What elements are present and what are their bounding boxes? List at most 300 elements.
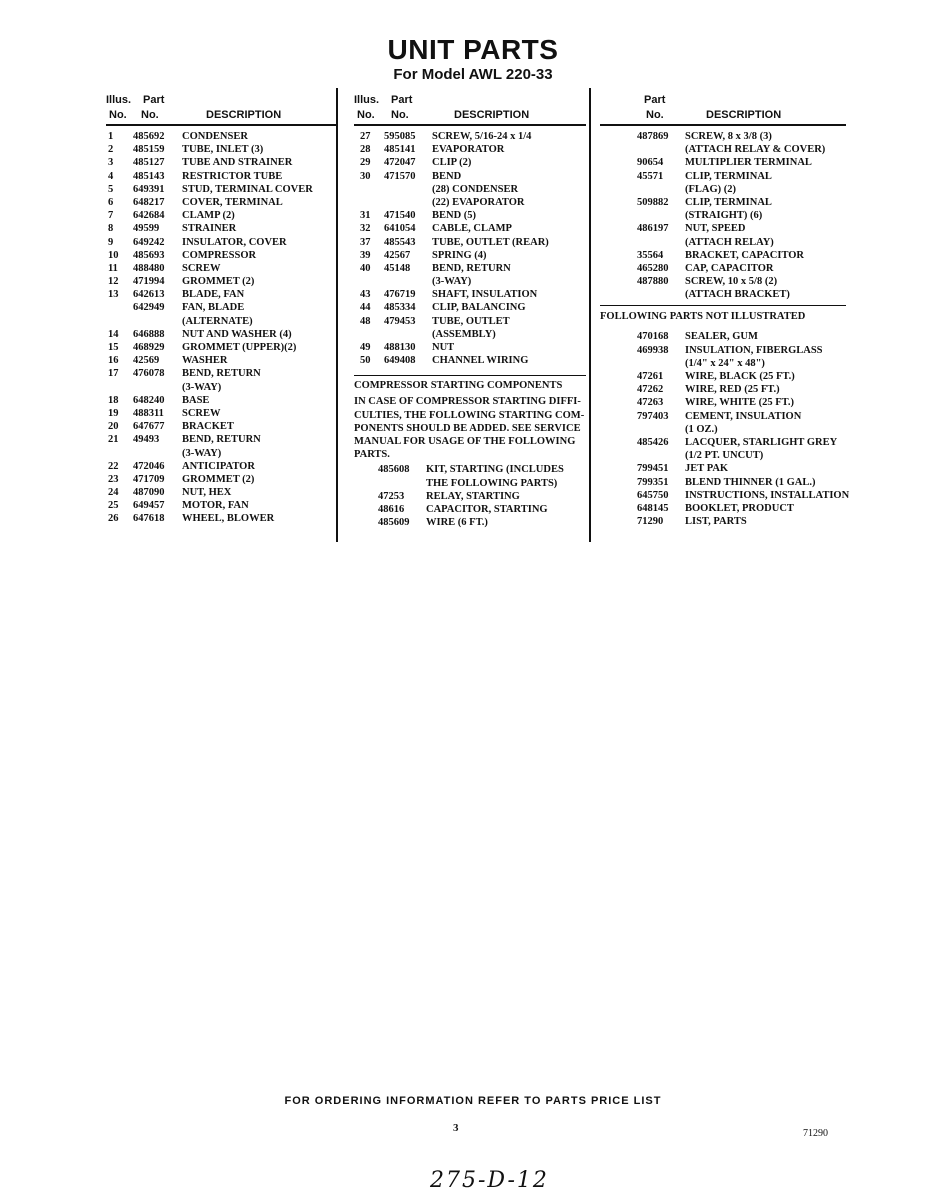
- part-row: [600, 370, 846, 383]
- part-row: [106, 420, 336, 433]
- part-no-header: No.: [646, 109, 664, 121]
- part-row: [600, 288, 846, 301]
- part-description: (ALTERNATE): [182, 315, 253, 327]
- part-number: 642613: [133, 289, 165, 301]
- handwritten-note: 275-D-12: [430, 1168, 549, 1193]
- part-number: 47262: [637, 384, 664, 396]
- part-number: 485159: [133, 144, 165, 156]
- part-description: CLIP, BALANCING: [432, 302, 526, 314]
- part-description: WIRE (6 FT.): [426, 517, 488, 529]
- part-number: 485127: [133, 157, 165, 169]
- part-description: LACQUER, STARLIGHT GREY: [685, 436, 838, 448]
- part-description: BOOKLET, PRODUCT: [685, 502, 794, 514]
- illus-number: 18: [108, 394, 119, 406]
- illus-number: 26: [108, 513, 119, 525]
- part-description: MOTOR, FAN: [182, 500, 249, 512]
- column-header: [600, 92, 846, 124]
- part-row: [354, 301, 586, 314]
- part-row: [106, 486, 336, 499]
- part-number: 485543: [384, 236, 416, 248]
- part-number: 472046: [133, 460, 165, 472]
- illus-number: 11: [108, 262, 118, 274]
- part-row: [354, 170, 586, 183]
- part-description: (ASSEMBLY): [432, 328, 496, 340]
- note-line: CULTIES, THE FOLLOWING STARTING COM-: [354, 409, 585, 421]
- illus-number: 32: [360, 223, 371, 235]
- illus-number: 3: [108, 157, 114, 169]
- part-description: (STRAIGHT) (6): [685, 210, 763, 222]
- part-number: 799351: [637, 476, 669, 488]
- part-number: 472047: [384, 157, 416, 169]
- illus-number: 14: [108, 328, 119, 340]
- part-description: BLADE, FAN: [182, 289, 245, 301]
- part-description: ANTICIPATOR: [182, 460, 255, 472]
- part-row: [600, 156, 846, 169]
- part-row: [600, 183, 846, 196]
- part-row: [600, 130, 846, 143]
- part-description: (3-WAY): [182, 381, 222, 393]
- part-row: [106, 130, 336, 143]
- part-row: [354, 354, 586, 367]
- part-row: [106, 249, 336, 262]
- part-row: [354, 490, 586, 503]
- part-description: CEMENT, INSULATION: [685, 410, 802, 422]
- part-row: [600, 262, 846, 275]
- illus-header: Illus.: [354, 94, 380, 106]
- illus-number: 15: [108, 342, 119, 353]
- part-row: [600, 344, 846, 357]
- part-description: BRACKET, CAPACITOR: [685, 249, 805, 261]
- part-row: [600, 249, 846, 262]
- part-description: BEND, RETURN: [182, 434, 261, 446]
- part-header: Part: [143, 94, 165, 106]
- part-description: (3-WAY): [432, 276, 472, 288]
- part-row: [600, 209, 846, 222]
- part-description: GROMMET (UPPER)(2): [182, 342, 297, 353]
- part-number: 45571: [637, 170, 664, 182]
- part-row: [354, 196, 586, 209]
- part-description: CLIP (2): [432, 157, 472, 169]
- part-description: TUBE, INLET (3): [182, 144, 264, 156]
- part-row: [600, 423, 846, 436]
- part-number: 485692: [133, 131, 165, 142]
- part-description: (FLAG) (2): [685, 183, 737, 195]
- part-number: 465280: [637, 262, 669, 274]
- ordering-footer: FOR ORDERING INFORMATION REFER TO PARTS PRICE LIST: [284, 1095, 662, 1107]
- part-description: LIST, PARTS: [685, 516, 747, 528]
- part-row: [354, 275, 586, 288]
- illus-number: 50: [360, 355, 371, 367]
- part-row: [106, 381, 336, 394]
- illus-number: 31: [360, 210, 371, 222]
- illus-number: 20: [108, 421, 119, 433]
- part-row: [106, 433, 336, 446]
- part-description: GROMMET (2): [182, 473, 255, 485]
- illus-number: 5: [108, 183, 114, 195]
- part-description: SCREW: [182, 407, 221, 419]
- part-row: [354, 288, 586, 301]
- part-row: [106, 315, 336, 328]
- part-number: 485609: [378, 517, 410, 529]
- illus-number: 44: [360, 302, 371, 314]
- illus-number: 21: [108, 434, 119, 446]
- part-number: 642949: [133, 302, 165, 314]
- part-row: [106, 473, 336, 486]
- illus-number: 9: [108, 236, 114, 248]
- column-divider: [589, 88, 591, 542]
- not-illustrated-title: FOLLOWING PARTS NOT ILLUSTRATED: [600, 305, 846, 322]
- part-description: CAP, CAPACITOR: [685, 262, 774, 274]
- part-row: [600, 275, 846, 288]
- part-row: [354, 249, 586, 262]
- part-description: (3-WAY): [182, 447, 222, 459]
- illus-number: 12: [108, 276, 119, 288]
- illus-number: 40: [360, 262, 371, 274]
- illus-number: 22: [108, 460, 119, 472]
- part-row: [106, 209, 336, 222]
- part-description: WIRE, RED (25 FT.): [685, 384, 780, 396]
- part-description: SCREW, 5/16-24 x 1/4: [432, 131, 532, 142]
- part-description: RESTRICTOR TUBE: [182, 170, 283, 182]
- part-row: [106, 328, 336, 341]
- part-description: MULTIPLIER TERMINAL: [685, 157, 812, 169]
- parts-list: [354, 130, 586, 367]
- part-number: 649242: [133, 236, 165, 248]
- part-description: CAPACITOR, STARTING: [426, 503, 548, 515]
- part-description: INSULATION, FIBERGLASS: [685, 344, 823, 356]
- illus-number: 8: [108, 223, 114, 235]
- part-description: WIRE, BLACK (25 FT.): [685, 371, 795, 382]
- part-row: [106, 183, 336, 196]
- part-description: JET PAK: [685, 463, 729, 475]
- part-row: [600, 222, 846, 235]
- page-subtitle: For Model AWL 220-33: [393, 66, 553, 83]
- illus-number: 49: [360, 342, 371, 353]
- illus-number: 4: [108, 170, 114, 182]
- part-number: 471540: [384, 210, 416, 222]
- illus-number: 39: [360, 249, 371, 261]
- part-number: 47263: [637, 397, 664, 409]
- part-number: 45148: [384, 262, 411, 274]
- part-description: BEND, RETURN: [432, 262, 511, 274]
- header-rule: [600, 124, 846, 126]
- illus-number: 28: [360, 144, 371, 156]
- part-row: [600, 170, 846, 183]
- compressor-parts-list: [354, 463, 586, 529]
- part-description: (ATTACH BRACKET): [685, 289, 790, 301]
- part-no-header: No.: [141, 109, 159, 121]
- part-description: SEALER, GUM: [685, 331, 758, 343]
- part-description: (1/2 PT. UNCUT): [685, 450, 764, 462]
- part-description: BRACKET: [182, 421, 234, 433]
- part-description: NUT, SPEED: [685, 223, 746, 235]
- illus-number: 2: [108, 144, 114, 156]
- part-number: 471709: [133, 473, 165, 485]
- page-number: 3: [453, 1122, 459, 1134]
- part-number: 486197: [637, 223, 669, 235]
- part-row: [354, 463, 586, 476]
- part-row: [600, 515, 846, 528]
- part-row: [600, 196, 846, 209]
- illus-number: 37: [360, 236, 371, 248]
- part-number: 487880: [637, 276, 669, 288]
- part-description: WASHER: [182, 355, 228, 367]
- part-row: [106, 288, 336, 301]
- part-row: [354, 341, 586, 354]
- part-description: BEND: [432, 170, 462, 182]
- part-number: 649457: [133, 500, 165, 512]
- part-number: 470168: [637, 331, 669, 343]
- part-row: [600, 143, 846, 156]
- part-description: THE FOLLOWING PARTS): [426, 477, 558, 489]
- part-row: [106, 341, 336, 354]
- part-row: [354, 130, 586, 143]
- part-number: 485334: [384, 302, 416, 314]
- part-number: 595085: [384, 131, 416, 142]
- part-row: [600, 436, 846, 449]
- illus-number: 23: [108, 473, 119, 485]
- part-row: [106, 499, 336, 512]
- part-description: TUBE, OUTLET: [432, 315, 510, 327]
- part-row: [600, 449, 846, 462]
- part-description: CLIP, TERMINAL: [685, 170, 772, 182]
- part-description: CONDENSER: [182, 131, 248, 142]
- part-description: BLEND THINNER (1 GAL.): [685, 476, 816, 488]
- part-row: [354, 143, 586, 156]
- part-row: [106, 143, 336, 156]
- part-description: TUBE, OUTLET (REAR): [432, 236, 549, 248]
- part-description: EVAPORATOR: [432, 144, 505, 156]
- illus-number: 19: [108, 407, 119, 419]
- part-description: SCREW, 8 x 3/8 (3): [685, 131, 772, 142]
- part-number: 641054: [384, 223, 416, 235]
- part-row: [600, 330, 846, 343]
- part-number: 647677: [133, 421, 165, 433]
- part-description: WHEEL, BLOWER: [182, 513, 275, 525]
- document-code: 71290: [803, 1128, 828, 1139]
- part-description: (28) CONDENSER: [432, 183, 519, 195]
- part-number: 90654: [637, 157, 664, 169]
- part-row: [600, 502, 846, 515]
- part-row: [600, 396, 846, 409]
- part-number: 797403: [637, 410, 669, 422]
- part-description: RELAY, STARTING: [426, 490, 520, 502]
- note-line: PARTS.: [354, 449, 390, 461]
- part-description: SHAFT, INSULATION: [432, 289, 538, 301]
- part-row: [106, 262, 336, 275]
- part-description: COVER, TERMINAL: [182, 196, 283, 208]
- part-number: 476719: [384, 289, 416, 301]
- part-description: BASE: [182, 394, 210, 406]
- part-number: 485693: [133, 249, 165, 261]
- column-header: [106, 92, 336, 124]
- part-row: [354, 236, 586, 249]
- part-number: 509882: [637, 196, 669, 208]
- part-number: 488480: [133, 262, 165, 274]
- part-number: 468929: [133, 342, 165, 353]
- illus-number: 1: [108, 131, 114, 142]
- part-number: 642684: [133, 210, 165, 222]
- column-divider: [336, 88, 338, 542]
- part-row: [600, 462, 846, 475]
- part-number: 485426: [637, 436, 669, 448]
- part-row: [600, 476, 846, 489]
- note-line: MANUAL FOR USAGE OF THE FOLLOWING: [354, 435, 576, 447]
- illus-number: 27: [360, 131, 371, 142]
- illus-no-header: No.: [357, 109, 375, 121]
- part-row: [354, 262, 586, 275]
- part-row: [106, 236, 336, 249]
- part-description: CHANNEL WIRING: [432, 355, 529, 367]
- part-description: WIRE, WHITE (25 FT.): [685, 397, 794, 409]
- illus-header: Illus.: [106, 94, 132, 106]
- part-description: (1 OZ.): [685, 423, 718, 435]
- parts-column-1: [106, 92, 336, 526]
- description-header: DESCRIPTION: [454, 109, 530, 121]
- part-description: COMPRESSOR: [182, 249, 257, 261]
- parts-column-3: [600, 92, 850, 528]
- part-description: TUBE AND STRAINER: [182, 157, 293, 169]
- part-description: (ATTACH RELAY): [685, 236, 774, 248]
- part-number: 647618: [133, 513, 165, 525]
- part-row: [106, 394, 336, 407]
- part-number: 479453: [384, 315, 416, 327]
- part-row: [106, 460, 336, 473]
- illus-number: 7: [108, 210, 114, 222]
- part-description: (ATTACH RELAY & COVER): [685, 144, 826, 156]
- part-number: 469938: [637, 344, 669, 356]
- part-number: 648145: [637, 502, 669, 514]
- part-description: NUT, HEX: [182, 487, 232, 499]
- part-number: 485141: [384, 144, 416, 156]
- part-number: 649391: [133, 183, 165, 195]
- part-no-header: No.: [391, 109, 409, 121]
- part-row: [354, 183, 586, 196]
- part-number: 42569: [133, 355, 160, 367]
- illus-number: 25: [108, 500, 119, 512]
- part-description: GROMMET (2): [182, 276, 255, 288]
- compressor-note: [354, 395, 586, 461]
- note-line: IN CASE OF COMPRESSOR STARTING DIFFI-: [354, 396, 581, 408]
- part-description: NUT: [432, 342, 455, 353]
- illus-number: 6: [108, 196, 114, 208]
- part-row: [106, 354, 336, 367]
- part-description: SCREW, 10 x 5/8 (2): [685, 276, 778, 288]
- part-row: [354, 516, 586, 529]
- part-number: 648217: [133, 196, 165, 208]
- part-row: [354, 477, 586, 490]
- part-row: [600, 236, 846, 249]
- parts-list: [600, 130, 846, 301]
- part-row: [106, 301, 336, 314]
- part-number: 487869: [637, 131, 669, 142]
- parts-list: [106, 130, 336, 526]
- part-description: NUT AND WASHER (4): [182, 328, 292, 340]
- part-number: 47261: [637, 371, 664, 382]
- part-description: CABLE, CLAMP: [432, 223, 512, 235]
- part-header: Part: [391, 94, 413, 106]
- part-row: [354, 328, 586, 341]
- illus-number: 16: [108, 355, 119, 367]
- illus-number: 48: [360, 315, 371, 327]
- part-row: [106, 196, 336, 209]
- part-row: [354, 503, 586, 516]
- part-number: 471570: [384, 170, 416, 182]
- part-number: 648240: [133, 394, 165, 406]
- description-header: DESCRIPTION: [706, 109, 782, 121]
- part-row: [106, 222, 336, 235]
- part-row: [354, 315, 586, 328]
- part-description: INSTRUCTIONS, INSTALLATION: [685, 489, 850, 501]
- part-number: 488130: [384, 342, 416, 353]
- illus-number: 30: [360, 170, 371, 182]
- part-description: (22) EVAPORATOR: [432, 196, 525, 208]
- part-number: 488311: [133, 407, 164, 419]
- illus-number: 24: [108, 487, 119, 499]
- illus-number: 13: [108, 289, 119, 301]
- part-number: 35564: [637, 249, 664, 261]
- part-row: [600, 357, 846, 370]
- part-number: 49599: [133, 223, 160, 235]
- note-line: PONENTS SHOULD BE ADDED. SEE SERVICE: [354, 422, 581, 434]
- part-description: FAN, BLADE: [182, 302, 245, 314]
- part-row: [354, 222, 586, 235]
- part-row: [354, 209, 586, 222]
- part-description: (1/4" x 24" x 48"): [685, 357, 765, 369]
- illus-number: 29: [360, 157, 371, 169]
- part-number: 487090: [133, 487, 165, 499]
- part-number: 471994: [133, 276, 165, 288]
- parts-column-2: [354, 92, 586, 529]
- part-row: [106, 447, 336, 460]
- column-header: [354, 92, 586, 124]
- part-number: 646888: [133, 328, 165, 340]
- illus-no-header: No.: [109, 109, 127, 121]
- not-illustrated-list: [600, 330, 850, 528]
- part-row: [106, 275, 336, 288]
- part-description: CLIP, TERMINAL: [685, 196, 772, 208]
- illus-number: 43: [360, 289, 371, 301]
- part-header: Part: [644, 94, 666, 106]
- part-row: [600, 489, 850, 502]
- part-number: 476078: [133, 368, 165, 380]
- part-number: 42567: [384, 249, 411, 261]
- part-description: INSULATOR, COVER: [182, 236, 287, 248]
- part-number: 48616: [378, 503, 405, 515]
- part-number: 71290: [637, 516, 664, 528]
- part-number: 645750: [637, 489, 669, 501]
- part-description: CLAMP (2): [182, 210, 235, 222]
- part-description: STRAINER: [182, 223, 237, 235]
- part-description: STUD, TERMINAL COVER: [182, 183, 313, 195]
- part-row: [106, 512, 336, 525]
- part-description: SPRING (4): [432, 249, 487, 261]
- description-header: DESCRIPTION: [206, 109, 282, 121]
- part-row: [106, 170, 336, 183]
- part-description: KIT, STARTING (INCLUDES: [426, 464, 564, 476]
- part-number: 485608: [378, 464, 410, 476]
- part-row: [600, 383, 846, 396]
- part-description: SCREW: [182, 262, 221, 274]
- part-number: 47253: [378, 490, 405, 502]
- part-row: [106, 367, 336, 380]
- part-number: 799451: [637, 463, 669, 475]
- part-number: 649408: [384, 355, 416, 367]
- part-row: [106, 407, 336, 420]
- header-rule: [354, 124, 586, 126]
- page-title: UNIT PARTS: [387, 34, 559, 65]
- part-description: BEND, RETURN: [182, 368, 261, 380]
